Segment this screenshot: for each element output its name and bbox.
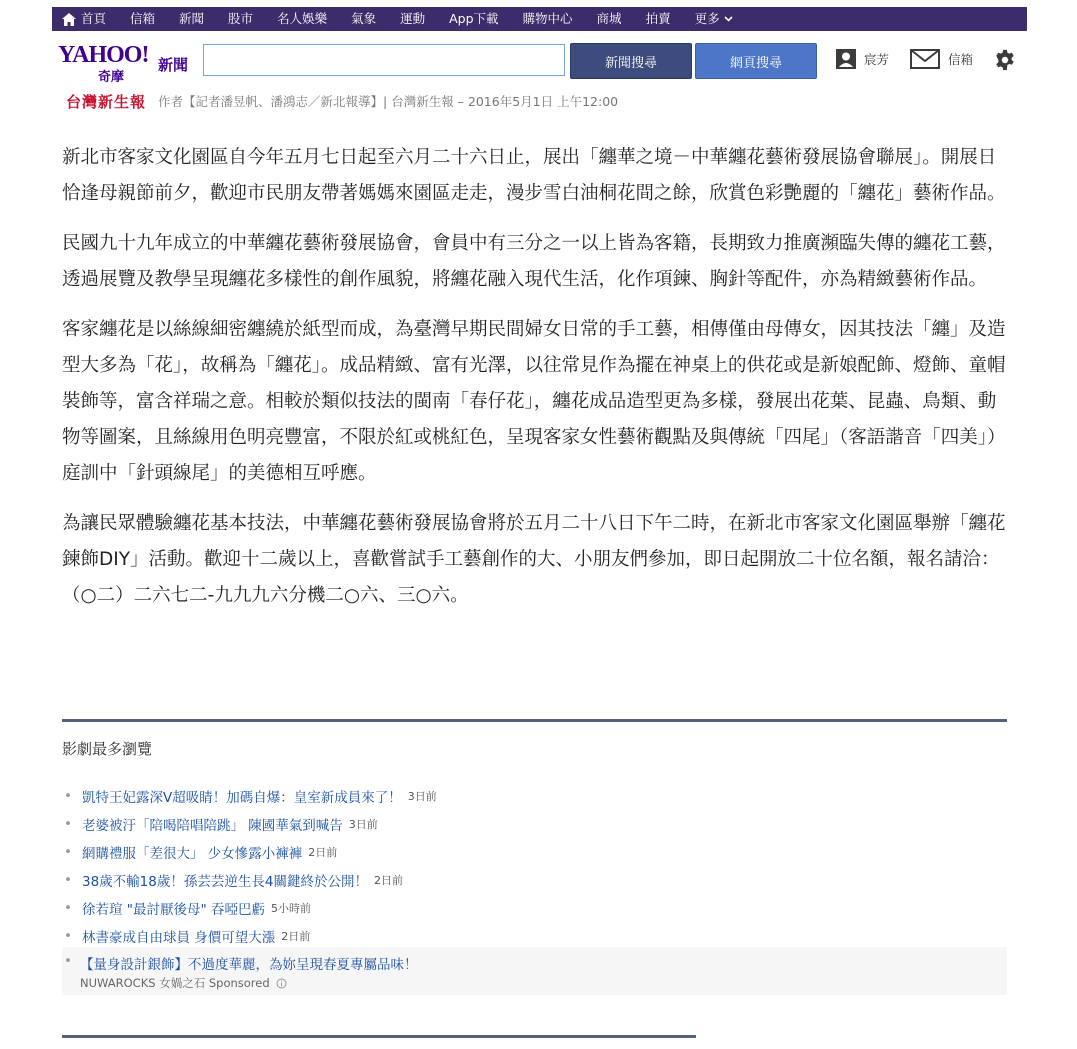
yahoo-logo[interactable] [58,42,208,85]
nav-item-home[interactable] [52,7,118,31]
top-nav [52,7,1027,31]
list-item [62,810,1007,838]
list-item [62,922,1007,950]
popular-list [62,782,1007,950]
source-logo: 台灣新生報 [66,92,147,111]
sponsored-link[interactable]: 【量身設計銀飾】不過度華麗，為妳呈現春夏專屬品味！ [80,957,418,973]
bullet: • [64,816,72,832]
sponsored-meta [80,975,287,991]
article-paragraph: 民國九十九年成立的中華纏花藝術發展協會，會員中有三分之一以上皆為客籍，長期致力推廣瀕臨失傳的纏花工藝，透過展覽及教學呈現纏花多樣性的創作風貌，將纏花融入現代生活，化作項鍊、胸針等配件，亦為精緻藝術作品。 [62,233,1006,290]
nav-item-label: 信箱 [130,11,156,26]
section-name: 新聞 [158,56,189,74]
nav-item-more[interactable] [683,7,745,31]
item-time: 2日前 [308,846,338,859]
nav-item-label: 更多 [694,11,720,26]
home-icon [62,13,76,26]
list-item [62,866,1007,894]
nav-item-label: 名人娛樂 [277,11,328,26]
nav-item-label: 拍賣 [645,11,671,26]
bullet: • [64,844,72,860]
nav-item-mail[interactable] [118,7,167,31]
gear-icon[interactable] [994,49,1016,71]
nav-item-celebrity[interactable] [265,7,339,31]
nav-item-weather[interactable] [339,7,388,31]
popular-link[interactable]: 林書豪成自由球員 身價可望大漲 [82,930,276,946]
popular-link[interactable]: 徐若瑄 "最討厭後母" 吞啞巴虧 [82,902,266,918]
nav-item-label: 新聞 [179,11,205,26]
nav-item-label: 氣象 [351,11,377,26]
chevron-down-icon [724,16,733,22]
sponsored-item [62,947,1007,995]
nav-item-stocks[interactable] [216,7,265,31]
search-input[interactable] [203,44,565,76]
nav-item-mall[interactable] [585,7,634,31]
bullet: • [64,900,72,916]
logo-text: YAHOO! [58,42,149,68]
mail-link[interactable] [910,49,973,69]
user-icon [836,49,856,69]
item-time: 2日前 [373,874,403,887]
popular-title: 影劇最多瀏覽 [62,740,153,758]
popular-link[interactable]: 38歲不輸18歲！孫芸芸逆生長4關鍵終於公開！ [82,874,368,890]
item-time: 5小時前 [271,902,312,915]
article-paragraph: 客家纏花是以絲線細密纏繞於紙型而成，為臺灣早期民間婦女日常的手工藝，相傳僅由母傳女，因其技法「纏」及造型大多為「花」，故稱為「纏花」。成品精緻、富有光澤，以往常見作為擺在神桌上的供花或是新娘配飾、燈飾、童帽裝飾等，富含祥瑞之意。相較於類似技法的閩南「春仔花」，纏花成品造型更為多樣，發展出花葉、昆蟲、鳥類、動物等圖案，且絲線用色明亮豐富，不限於紅或桃紅色，呈現客家女性藝術觀點及與傳統「四尾」（客語諧音「四美」）庭訓中「針頭線尾」的美德相互呼應。 [62,319,1006,484]
item-time: 2日前 [281,930,311,943]
popular-link[interactable]: 凱特王妃露深V超吸睛！加碼自爆：皇室新成員來了！ [82,790,402,806]
user-name: 宸芳 [864,52,890,67]
nav-item-sports[interactable] [388,7,437,31]
list-item [62,894,1007,922]
header [52,40,1027,84]
popular-link[interactable]: 老婆被汙「陪喝陪唱陪跳」 陳國華氣到喊告 [82,818,343,834]
list-item [62,838,1007,866]
item-time: 3日前 [407,790,437,803]
sponsored-advertiser[interactable]: NUWAROCKS 女媧之石 [80,976,206,990]
ad-info-icon[interactable] [276,978,287,989]
article-body [62,140,1010,628]
bullet: • [64,928,72,944]
mail-label: 信箱 [948,52,974,67]
nav-item-shopping[interactable] [511,7,585,31]
article-paragraph: 新北市客家文化園區自今年五月七日起至六月二十六日止，展出「纏華之境－中華纏花藝術發展協會聯展」。開展日恰逢母親節前夕，歡迎市民朋友帶著媽媽來園區走走，漫步雪白油桐花間之餘，欣賞色彩艷麗的「纏花」藝術作品。 [62,147,1006,204]
web-search-button[interactable]: 網頁搜尋 [695,43,817,79]
nav-item-news[interactable] [167,7,216,31]
item-time: 3日前 [348,818,378,831]
popular-link[interactable]: 網購禮服「差很大」 少女慘露小褲褲 [82,846,303,862]
nav-item-label: App下載 [449,11,499,26]
bullet: • [64,788,72,804]
news-search-button[interactable]: 新聞搜尋 [570,43,692,79]
user-profile[interactable] [836,49,889,69]
nav-item-label: 運動 [400,11,426,26]
section-divider [62,1035,696,1038]
bullet: • [64,953,72,969]
nav-item-app[interactable] [437,7,510,31]
byline-text: 作者【記者潘昱帆、潘鴻志／新北報導】| 台灣新生報 – 2016年5月1日 上午12:00 [158,94,619,109]
section-divider [62,719,1007,722]
list-item [62,782,1007,810]
nav-item-label: 股市 [228,11,254,26]
article-paragraph: 為讓民眾體驗纏花基本技法，中華纏花藝術發展協會將於五月二十八日下午二時，在新北市客家文化園區舉辦「纏花鍊飾DIY」活動。歡迎十二歲以上，喜歡嘗試手工藝創作的大、小朋友們參加，即日起開放二十位名額，報名請洽：（○二）二六七二-九九九六分機二○六、三○六。 [62,513,1006,606]
mail-icon [910,49,940,69]
article-byline [66,91,618,111]
nav-item-label: 商城 [596,11,622,26]
nav-item-auction[interactable] [634,7,683,31]
logo-sub: 奇摩 [98,70,125,85]
bullet: • [64,872,72,888]
nav-item-label: 首頁 [81,11,107,26]
nav-item-label: 購物中心 [522,11,573,26]
sponsored-label: Sponsored [208,976,270,990]
